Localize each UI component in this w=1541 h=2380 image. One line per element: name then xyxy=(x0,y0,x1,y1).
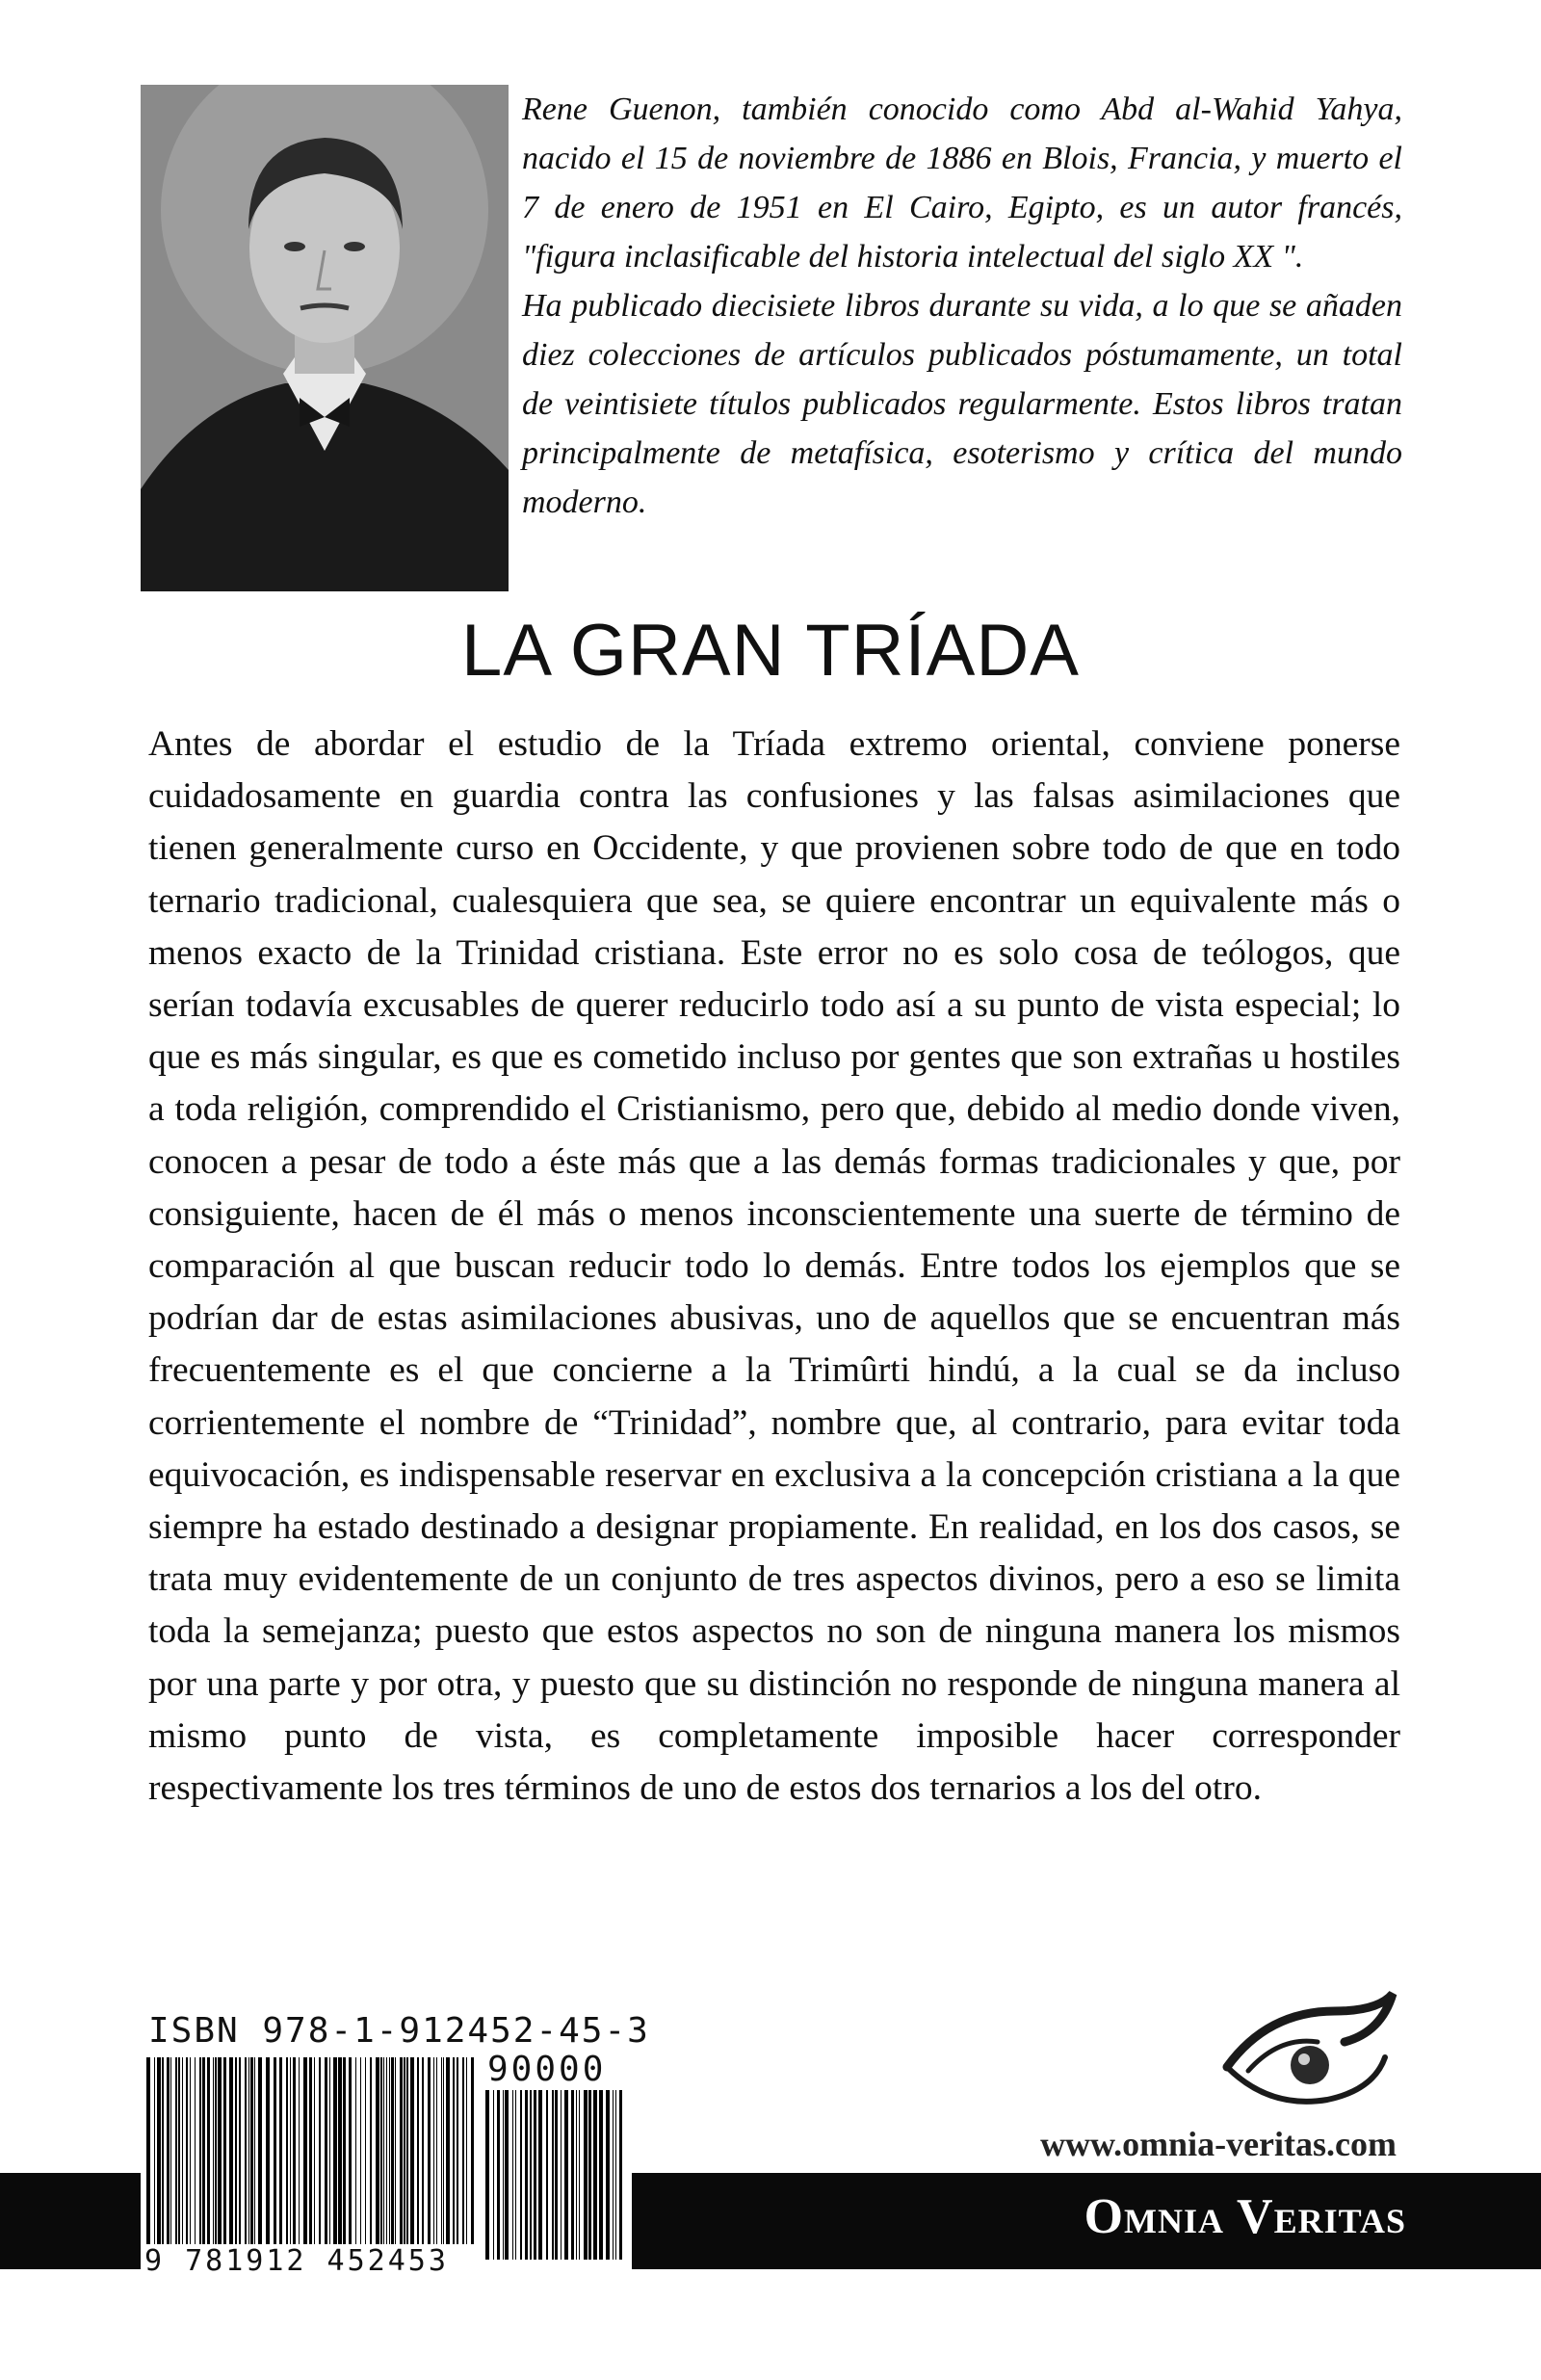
barcode-bar xyxy=(619,2090,622,2260)
barcode-bar xyxy=(146,2057,150,2260)
barcode-bar xyxy=(338,2057,342,2260)
barcode-bar xyxy=(561,2090,562,2260)
barcode-bar xyxy=(299,2057,300,2260)
barcode-bar xyxy=(466,2057,467,2260)
barcode-bar xyxy=(471,2057,474,2260)
barcode-bar xyxy=(436,2057,437,2260)
barcode-bar xyxy=(530,2090,532,2260)
author-bio-paragraph-1: Rene Guenon, también conocido como Abd al-Wahid Yahya, nacido el 15 de noviembre de 1886 en Blois, Francia, y muerto el 7 de enero de 1951 en El Cairo, Egipto, es un autor francés, "figura inclasificable del historia intelectual del siglo XX ". xyxy=(522,92,1402,275)
barcode-bar xyxy=(453,2057,455,2260)
isbn-label: ISBN 978-1-912452-45-3 xyxy=(148,2011,650,2051)
barcode-bar xyxy=(215,2057,217,2260)
barcode-bar xyxy=(329,2057,330,2260)
barcode-bar xyxy=(319,2057,321,2260)
barcode-bar xyxy=(333,2057,337,2260)
barcode-bar xyxy=(538,2090,542,2260)
barcode-bar xyxy=(546,2090,548,2260)
barcode-bar xyxy=(534,2090,536,2260)
synopsis: Antes de abordar el estudio de la Tríada extremo oriental, conviene ponerse cuidadosamente en guardia contra las confusiones y las falsas asimilaciones que tienen generalmente curso en Occidente, y que provienen sobre todo de que en todo ternario tradicional, cualesquiera que sea, se quiere encontrar un equivalente más o menos exacto de la Trinidad cristiana. Este error no es solo cosa de teólogos, que serían todavía excusables de querer reducirlo todo así a su punto de vista especial; lo que es más singular, es que es cometido incluso por gentes que son extrañas u hostiles a toda religión, comprendido el Cristianismo, pero que, debido al medio donde viven, conocen a pesar de todo a éste más que a las demás formas tradicionales y que, por consiguiente, hacen de él más o menos inconscientemente una suerte de término de comparación al que buscan reducir todo lo demás. Entre todos los ejemplos que se podrían dar de estas asimilaciones abusivas, uno de aquellos que se encuentran más frecuentemente es el que concierne a la Trimûrti hindú, a la cual se da incluso corrientemente el nombre de “Trinidad”, nombre que, al contrario, para evitar toda equivocación, es indispensable reservar en exclusiva a la concepción cristiana a la que siempre ha estado destinado a designar propiamente. En realidad, en los dos casos, se trata muy evidentemente de un conjunto de tres aspectos divinos, pero a eso se limita toda la semejanza; puesto que estos aspectos no son de ninguna manera los mismos por una parte y por otra, y puesto que su distinción no responde de ninguna manera al mismo punto de vista, es completamente imposible hacer corresponder respectivamente los tres términos de uno de estos dos ternarios a los del otro. xyxy=(148,724,1400,1809)
barcode-bar xyxy=(266,2057,270,2260)
barcode-bar xyxy=(286,2057,288,2260)
barcode-bar xyxy=(579,2090,580,2260)
barcode-bar xyxy=(446,2057,450,2260)
barcode-bar xyxy=(599,2090,603,2260)
barcode-bar xyxy=(213,2057,214,2260)
barcode-bar xyxy=(422,2057,424,2260)
barcode-bar xyxy=(613,2090,614,2260)
barcode-bar xyxy=(229,2057,233,2260)
barcode-bar xyxy=(525,2090,528,2260)
barcode-bar xyxy=(274,2057,276,2260)
barcode-bar xyxy=(162,2057,164,2260)
barcode-bar xyxy=(497,2090,500,2260)
barcode-addon-bars xyxy=(483,2090,628,2260)
barcode-bar xyxy=(325,2057,327,2260)
author-bio xyxy=(522,85,1402,527)
barcode-bar xyxy=(410,2057,414,2260)
barcode-bar xyxy=(248,2057,249,2260)
barcode-bar xyxy=(202,2057,205,2260)
barcode-bar xyxy=(571,2090,574,2260)
barcode-bar xyxy=(175,2057,177,2260)
barcode-bar xyxy=(462,2057,464,2260)
barcode-bar xyxy=(314,2057,315,2260)
barcode-bar xyxy=(383,2057,384,2260)
barcode-bar xyxy=(309,2057,312,2260)
barcode-bar xyxy=(186,2057,188,2260)
barcode-bar xyxy=(380,2057,382,2260)
barcode-bar xyxy=(235,2057,237,2260)
barcode-bar xyxy=(520,2090,522,2260)
publisher-name: Omnia Veritas xyxy=(1084,2189,1406,2244)
barcode-bar xyxy=(245,2057,247,2260)
barcode-bar xyxy=(170,2057,171,2260)
barcode-bar xyxy=(182,2057,183,2260)
barcode-bar xyxy=(250,2057,253,2260)
barcode-bar xyxy=(552,2090,554,2260)
barcode-bar xyxy=(391,2057,394,2260)
barcode-bar xyxy=(199,2057,201,2260)
barcode-bar xyxy=(178,2057,180,2260)
barcode-bar xyxy=(154,2057,155,2260)
barcode-bar xyxy=(615,2090,616,2260)
barcode-bar xyxy=(395,2057,396,2260)
barcode-bar xyxy=(406,2057,408,2260)
barcode-bar xyxy=(167,2057,170,2260)
barcode-bar xyxy=(441,2057,442,2260)
barcode-bar xyxy=(493,2090,494,2260)
barcode-bar xyxy=(404,2057,405,2260)
barcode-bar xyxy=(428,2057,431,2260)
book-title: LA GRAN TRÍADA xyxy=(461,610,1080,692)
barcode-bar xyxy=(207,2057,210,2260)
barcode-bar xyxy=(355,2057,356,2260)
barcode-bar xyxy=(258,2057,262,2260)
barcode-bar xyxy=(576,2090,577,2260)
barcode-bar xyxy=(290,2057,291,2260)
barcode-bar xyxy=(303,2057,307,2260)
barcode-bar xyxy=(293,2057,296,2260)
barcode-bar xyxy=(433,2057,434,2260)
barcode-digits: 9 781912 452453 xyxy=(144,2244,478,2278)
barcode-bar xyxy=(370,2057,372,2260)
barcode-bar xyxy=(400,2057,403,2260)
barcode-bar xyxy=(389,2057,390,2260)
barcode-bar xyxy=(360,2057,361,2260)
barcode-bar xyxy=(279,2057,282,2260)
barcode-bar xyxy=(503,2090,504,2260)
barcode-bar xyxy=(157,2057,161,2260)
barcode-bar xyxy=(349,2057,352,2260)
barcode-bar xyxy=(485,2090,489,2260)
barcode-bar xyxy=(239,2057,241,2260)
barcode-bar xyxy=(254,2057,255,2260)
barcode-bar xyxy=(555,2090,558,2260)
barcode-bar xyxy=(588,2090,591,2260)
eye-logo-icon xyxy=(1210,1982,1402,2117)
barcode-bar xyxy=(190,2057,191,2260)
barcode-bar xyxy=(457,2057,458,2260)
barcode-bar xyxy=(343,2057,346,2260)
barcode-bar xyxy=(512,2090,513,2260)
barcode-bar xyxy=(606,2090,610,2260)
barcode-bar xyxy=(223,2057,226,2260)
publisher-website: www.omnia-veritas.com xyxy=(1040,2125,1397,2163)
barcode-bar xyxy=(443,2057,444,2260)
author-bio-paragraph-2: Ha publicado diecisiete libros durante su vida, a lo que se añaden diez colecciones de artículos publicados póstumamente, un total de veintisiete títulos publicados regularmente. Estos libros tratan principalmente de metafísica, esoterismo y crítica del mundo moderno. xyxy=(522,288,1402,520)
barcode-bar xyxy=(386,2057,387,2260)
barcode-bar xyxy=(365,2057,366,2260)
barcode-bar xyxy=(195,2057,196,2260)
barcode-bar xyxy=(417,2057,419,2260)
barcode-bar xyxy=(564,2090,568,2260)
barcode-bar xyxy=(584,2090,588,2260)
barcode-main-bars xyxy=(144,2057,478,2260)
barcode-bar xyxy=(218,2057,222,2260)
barcode-addon-number: 90000 xyxy=(487,2050,607,2089)
barcode-bar xyxy=(515,2090,516,2260)
author-portrait xyxy=(141,85,509,591)
barcode-bar xyxy=(593,2090,597,2260)
barcode-bar xyxy=(505,2090,509,2260)
barcode-bar xyxy=(376,2057,379,2260)
